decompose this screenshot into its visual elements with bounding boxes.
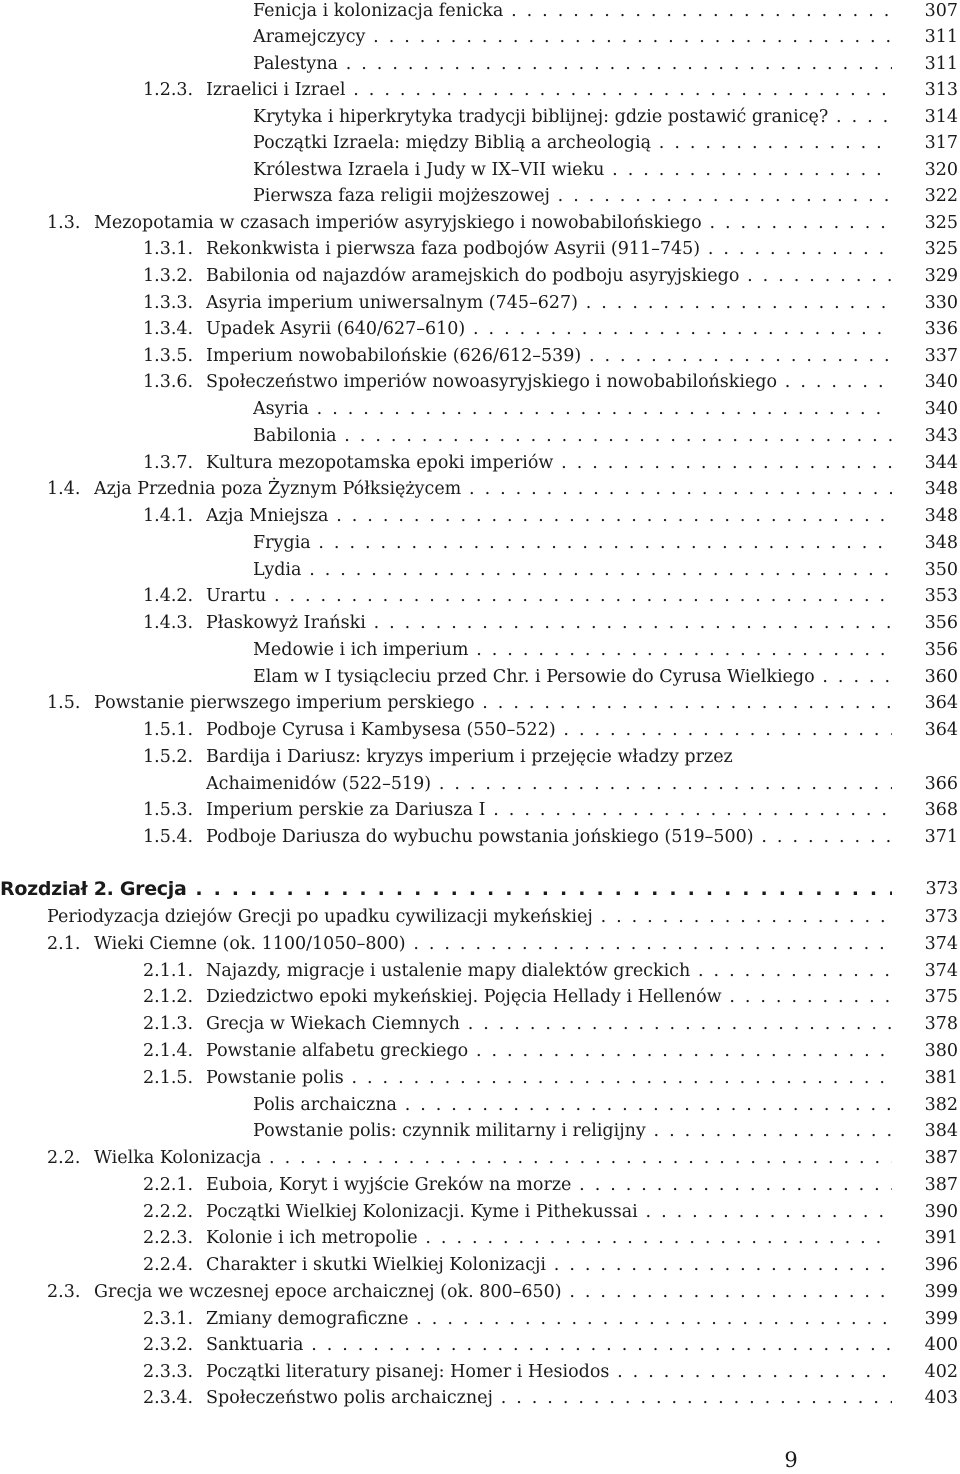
toc-entry-title <box>206 1332 892 1358</box>
toc-entry-number: 2.2.1. <box>143 1175 194 1195</box>
toc-entry <box>0 183 960 209</box>
toc-entry-number: 1.4.1. <box>143 506 194 526</box>
toc-entry-title-text: Babilonia od najazdów aramejskich do podboju asyryjskiego <box>206 266 740 286</box>
toc-entry <box>0 530 960 556</box>
toc-entry-number: 2.1.2. <box>143 987 194 1007</box>
toc-entry-title <box>206 1225 892 1251</box>
toc-entry <box>0 1332 960 1358</box>
toc-entry-title <box>206 984 892 1010</box>
toc-entry <box>0 958 960 984</box>
toc-entry <box>0 1279 960 1305</box>
toc-entry-title-text: Zmiany demograficzne <box>206 1309 409 1329</box>
toc-entry <box>0 290 960 316</box>
toc-entry-page: 380 <box>924 1041 958 1061</box>
toc-entry-page: 371 <box>924 827 958 847</box>
toc-entry-page: 336 <box>924 319 958 339</box>
toc-entry <box>0 1225 960 1251</box>
toc-entry-page: 353 <box>924 586 958 606</box>
toc-entry <box>0 664 960 690</box>
toc-entry <box>0 1172 960 1198</box>
toc-entry-title-text: Polis archaiczna <box>253 1095 397 1115</box>
toc-entry-title-text: Asyria <box>253 399 309 419</box>
toc-entry-title <box>94 931 892 957</box>
toc-entry-number: 2.2.3. <box>143 1228 194 1248</box>
toc-entry-title <box>206 610 892 636</box>
toc-entry-page: 344 <box>924 453 958 473</box>
toc-entry <box>0 610 960 636</box>
toc-entry <box>0 51 960 77</box>
toc-entry-page: 348 <box>924 479 958 499</box>
toc-entry-title <box>206 1199 892 1225</box>
toc-entry-title-text: Babilonia <box>253 426 337 446</box>
toc-entry <box>0 904 960 930</box>
toc-entry-title <box>206 824 892 850</box>
toc-entry-title <box>253 1092 892 1118</box>
toc-entry-page: 402 <box>924 1362 958 1382</box>
toc-entry-number: 2.2.2. <box>143 1202 194 1222</box>
toc-entry <box>0 1011 960 1037</box>
toc-entry-title-text: Palestyna <box>253 54 338 74</box>
toc-entry-number: 1.4. <box>47 479 81 499</box>
toc-entry-number: 2.1.3. <box>143 1014 194 1034</box>
toc-entry-title <box>253 183 892 209</box>
toc-entry-page: 320 <box>924 160 958 180</box>
toc-entry-number: 1.5.1. <box>143 720 194 740</box>
toc-entry <box>0 771 960 797</box>
toc-entry <box>0 717 960 743</box>
toc-entry <box>0 104 960 130</box>
toc-entry-number: 2.2. <box>47 1148 81 1168</box>
toc-entry <box>0 236 960 262</box>
toc-entry-number: 2.3.1. <box>143 1309 194 1329</box>
toc-entry <box>0 824 960 850</box>
toc-entry-title-text: Powstanie polis <box>206 1068 344 1088</box>
toc-entry-page: 364 <box>924 693 958 713</box>
toc-entry-title-text: Charakter i skutki Wielkiej Kolonizacji <box>206 1255 547 1275</box>
toc-entry-page: 348 <box>924 533 958 553</box>
toc-entry-title <box>253 637 892 663</box>
toc-entry-page: 364 <box>924 720 958 740</box>
toc-entry-title <box>253 1118 892 1144</box>
toc-entry-page: 396 <box>924 1255 958 1275</box>
toc-entry-title-text: Powstanie polis: czynnik militarny i religijny <box>253 1121 646 1141</box>
toc-entry-page: 311 <box>924 54 958 74</box>
toc-entry-title-text: Aramejczycy <box>253 27 366 47</box>
toc-entry-number: 1.3. <box>47 213 81 233</box>
toc-entry-page: 348 <box>924 506 958 526</box>
toc-entry-title <box>206 316 892 342</box>
toc-entry-title-text: Periodyzacja dziejów Grecji po upadku cywilizacji mykeńskiej <box>47 907 593 927</box>
toc-entry-number: 1.3.6. <box>143 372 194 392</box>
toc-entry-page: 360 <box>924 667 958 687</box>
toc-entry-title-text: Euboia, Koryt i wyjście Greków na morze <box>206 1175 572 1195</box>
toc-entry-number: 1.3.4. <box>143 319 194 339</box>
toc-entry-number: 2.2.4. <box>143 1255 194 1275</box>
toc-entry-page: 381 <box>924 1068 958 1088</box>
toc-entry-page: 374 <box>924 961 958 981</box>
toc-entry-title-text: Upadek Asyrii (640/627–610) <box>206 319 466 339</box>
toc-entry <box>0 77 960 103</box>
toc-entry-title-text: Społeczeństwo polis archaicznej <box>206 1388 493 1408</box>
toc-entry-title-text: Mezopotamia w czasach imperiów asyryjskiego i nowobabilońskiego <box>94 213 702 233</box>
toc-entry-title <box>206 263 892 289</box>
toc-entry-number: 2.1. <box>47 934 81 954</box>
toc-entry-page: 387 <box>924 1148 958 1168</box>
toc-entry-title-text: Imperium perskie za Dariusza I <box>206 800 486 820</box>
toc-entry-page: 384 <box>924 1121 958 1141</box>
toc-entry-number: 1.5.4. <box>143 827 194 847</box>
toc-entry-title-text: Grecja w Wiekach Ciemnych <box>206 1014 460 1034</box>
toc-entry <box>0 583 960 609</box>
toc-entry-title <box>206 744 892 770</box>
toc-entry-number: 2.1.1. <box>143 961 194 981</box>
toc-entry-number: 1.4.3. <box>143 613 194 633</box>
toc-entry-page: 356 <box>924 613 958 633</box>
toc-entry-title-text: Początki literatury pisanej: Homer i Hesiodos <box>206 1362 610 1382</box>
toc-entry <box>0 1306 960 1332</box>
toc-entry <box>0 343 960 369</box>
toc-entry-title <box>206 290 892 316</box>
toc-entry-title <box>94 1145 892 1171</box>
toc-entry-title <box>206 1359 892 1385</box>
toc-entry-number: 1.3.2. <box>143 266 194 286</box>
toc-entry-title <box>253 0 892 24</box>
toc-entry <box>0 1092 960 1118</box>
toc-entry-title <box>94 210 892 236</box>
toc-entry-title <box>253 396 892 422</box>
toc-entry-page: 356 <box>924 640 958 660</box>
toc-entry <box>0 637 960 663</box>
toc-entry-title <box>206 503 892 529</box>
toc-entry <box>0 316 960 342</box>
toc-entry-title <box>206 797 892 823</box>
toc-entry-page: 317 <box>924 133 958 153</box>
toc-entry-page: 400 <box>924 1335 958 1355</box>
toc-entry-title-text: Asyria imperium uniwersalnym (745–627) <box>206 293 578 313</box>
toc-entry-title <box>253 51 892 77</box>
toc-entry-title <box>253 423 892 449</box>
toc-entry <box>0 396 960 422</box>
toc-entry <box>0 24 960 50</box>
toc-entry-title <box>206 1306 892 1332</box>
toc-entry-title <box>206 450 892 476</box>
toc-entry-title-text: Fenicja i kolonizacja fenicka <box>253 1 504 21</box>
toc-entry-title <box>94 476 892 502</box>
toc-entry <box>0 1038 960 1064</box>
page-number: 9 <box>784 1448 798 1472</box>
toc-entry-number: 2.1.5. <box>143 1068 194 1088</box>
toc-entry <box>0 1252 960 1278</box>
toc-entry-title <box>47 904 892 930</box>
toc-entry-title <box>206 343 892 369</box>
toc-entry-number: 2.3.4. <box>143 1388 194 1408</box>
toc-entry-page: 311 <box>924 27 958 47</box>
toc-entry-page: 340 <box>924 399 958 419</box>
toc-entry-page: 368 <box>924 800 958 820</box>
toc-entry-page: 391 <box>924 1228 958 1248</box>
toc-entry-title-text: Wielka Kolonizacja <box>94 1148 262 1168</box>
toc-entry-title <box>206 771 892 797</box>
toc-entry-page: 374 <box>924 934 958 954</box>
toc-chapter-heading <box>0 876 960 902</box>
toc-entry-number: 1.3.3. <box>143 293 194 313</box>
toc-entry-title-text: Początki Wielkiej Kolonizacji. Kyme i Pithekussai <box>206 1202 638 1222</box>
toc-entry <box>0 557 960 583</box>
toc-entry-page: 373 <box>925 879 958 899</box>
toc-entry-number: 1.2.3. <box>143 80 194 100</box>
toc-entry <box>0 263 960 289</box>
toc-entry <box>0 423 960 449</box>
toc-entry-page: 378 <box>924 1014 958 1034</box>
toc-entry-number: 1.5.3. <box>143 800 194 820</box>
toc-entry-title <box>206 369 892 395</box>
toc-entry-title-text: Wieki Ciemne (ok. 1100/1050–800) <box>94 934 406 954</box>
toc-entry-page: 375 <box>924 987 958 1007</box>
toc-entry-title-text: Frygia <box>253 533 311 553</box>
toc-entry <box>0 0 960 24</box>
toc-entry-number: 1.3.7. <box>143 453 194 473</box>
toc-entry <box>0 1065 960 1091</box>
toc-entry-page: 322 <box>924 186 958 206</box>
toc-entry-title-text: Powstanie pierwszego imperium perskiego <box>94 693 475 713</box>
toc-entry <box>0 130 960 156</box>
toc-entry-title <box>206 1065 892 1091</box>
toc-entry-page: 350 <box>924 560 958 580</box>
toc-entry <box>0 476 960 502</box>
toc-entry-title <box>253 130 892 156</box>
toc-entry-title <box>253 664 892 690</box>
toc-entry-page: 330 <box>924 293 958 313</box>
toc-entry-title-text: Rekonkwista i pierwsza faza podbojów Asyrii (911–745) <box>206 239 701 259</box>
toc-entry-page: 307 <box>924 1 958 21</box>
toc-entry-title-text: Płaskowyż Irański <box>206 613 366 633</box>
toc-entry-number: 1.3.1. <box>143 239 194 259</box>
toc-entry-title-text: Imperium nowobabilońskie (626/612–539) <box>206 346 582 366</box>
toc-entry-page: 403 <box>924 1388 958 1408</box>
toc-entry <box>0 157 960 183</box>
toc-entry-number: 2.3.3. <box>143 1362 194 1382</box>
toc-entry-page: 366 <box>924 774 958 794</box>
toc-entry-page: 382 <box>924 1095 958 1115</box>
toc-entry-title-text: Społeczeństwo imperiów nowoasyryjskiego i nowobabilońskiego <box>206 372 778 392</box>
toc-entry-number: 1.5. <box>47 693 81 713</box>
toc-entry-title-text: Achaimenidów (522–519) <box>206 774 432 794</box>
toc-entry-title-text: Rozdział 2. Grecja <box>0 878 187 900</box>
toc-entry-page: 325 <box>924 239 958 259</box>
toc-entry-title-text: Najazdy, migracje i ustalenie mapy dialektów greckich <box>206 961 691 981</box>
toc-entry-title-text: Dziedzictwo epoki mykeńskiej. Pojęcia Hellady i Hellenów <box>206 987 722 1007</box>
toc-entry-title-text: Krytyka i hiperkrytyka tradycji biblijnej: gdzie postawić granicę? <box>253 107 829 127</box>
toc-entry-title <box>253 157 892 183</box>
toc-entry-title-text: Podboje Dariusza do wybuchu powstania jońskiego (519–500) <box>206 827 754 847</box>
toc-entry-number: 2.1.4. <box>143 1041 194 1061</box>
toc-entry-page: 337 <box>924 346 958 366</box>
toc-entry-title-text: Bardija i Dariusz: kryzys imperium i przejęcie władzy przez <box>206 747 733 767</box>
toc-entry-title-text: Azja Mniejsza <box>206 506 329 526</box>
toc-entry-title <box>206 1385 892 1411</box>
toc-entry-page: 314 <box>924 107 958 127</box>
toc-entry-title-text: Lydia <box>253 560 302 580</box>
toc-entry-title <box>206 1011 892 1037</box>
toc-entry-title <box>206 583 892 609</box>
toc-entry-title <box>253 557 892 583</box>
toc-entry-number: 1.5.2. <box>143 747 194 767</box>
toc-entry-title-text: Azja Przednia poza Żyznym Półksiężycem <box>94 479 462 499</box>
toc-entry <box>0 1199 960 1225</box>
toc-entry-title-text: Grecja we wczesnej epoce archaicznej (ok. 800–650) <box>94 1282 562 1302</box>
toc-entry-page: 325 <box>924 213 958 233</box>
toc-entry-title-text: Kultura mezopotamska epoki imperiów <box>206 453 554 473</box>
toc-entry-page: 340 <box>924 372 958 392</box>
toc-entry <box>0 984 960 1010</box>
toc-entry-title-text: Początki Izraela: między Biblią a archeologią <box>253 133 652 153</box>
toc-entry-number: 2.3. <box>47 1282 81 1302</box>
toc-entry-title-text: Królestwa Izraela i Judy w IX–VII wieku <box>253 160 605 180</box>
toc-entry <box>0 450 960 476</box>
toc-entry-title <box>206 1038 892 1064</box>
toc-entry-title <box>206 1172 892 1198</box>
toc-entry-title-text: Sanktuaria <box>206 1335 304 1355</box>
toc-entry-title-text: Kolonie i ich metropolie <box>206 1228 418 1248</box>
toc-entry <box>0 210 960 236</box>
toc-entry-number: 1.3.5. <box>143 346 194 366</box>
toc-entry-title-text: Medowie i ich imperium <box>253 640 469 660</box>
toc-entry-number: 1.4.2. <box>143 586 194 606</box>
toc-entry <box>0 797 960 823</box>
toc-entry-page: 343 <box>924 426 958 446</box>
toc-entry-title <box>94 690 892 716</box>
toc-entry <box>0 503 960 529</box>
toc-entry-title-text: Izraelici i Izrael <box>206 80 346 100</box>
toc-entry-page: 399 <box>924 1282 958 1302</box>
toc-entry-page: 373 <box>924 907 958 927</box>
toc-entry-title-text: Pierwsza faza religii mojżeszowej <box>253 186 550 206</box>
toc-entry-title-text: Urartu <box>206 586 267 606</box>
toc-entry <box>0 690 960 716</box>
toc-entry-title <box>206 77 892 103</box>
toc-entry-title <box>206 958 892 984</box>
toc-entry-title <box>206 1252 892 1278</box>
toc-entry-title-text: Podboje Cyrusa i Kambysesa (550–522) <box>206 720 556 740</box>
toc-entry-page: 313 <box>924 80 958 100</box>
toc-entry <box>0 1385 960 1411</box>
toc-entry-title-text: Elam w I tysiącleciu przed Chr. i Persowie do Cyrusa Wielkiego <box>253 667 815 687</box>
toc-entry-title <box>253 24 892 50</box>
toc-entry-title <box>206 236 892 262</box>
toc-entry-page: 329 <box>924 266 958 286</box>
toc-entry <box>0 1359 960 1385</box>
toc-entry <box>0 1118 960 1144</box>
toc-entry-page: 387 <box>924 1175 958 1195</box>
toc-entry <box>0 744 960 770</box>
toc-entry-page: 390 <box>924 1202 958 1222</box>
toc-entry-title <box>253 530 892 556</box>
toc-entry-title <box>94 1279 892 1305</box>
toc-entry-title <box>253 104 892 130</box>
toc-entry <box>0 1145 960 1171</box>
toc-entry-page: 399 <box>924 1309 958 1329</box>
toc-entry <box>0 931 960 957</box>
toc-entry-number: 2.3.2. <box>143 1335 194 1355</box>
toc-entry <box>0 369 960 395</box>
toc-entry-title <box>0 876 892 902</box>
toc-entry-title-text: Powstanie alfabetu greckiego <box>206 1041 469 1061</box>
toc-entry-title <box>206 717 892 743</box>
